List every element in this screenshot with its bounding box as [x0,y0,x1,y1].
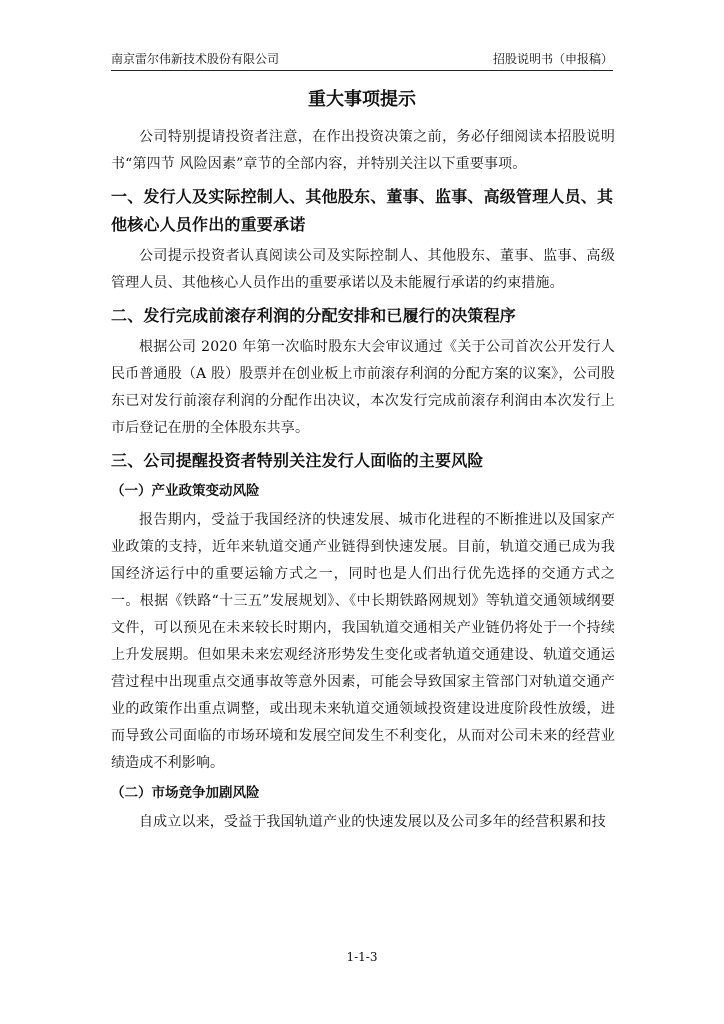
header-document-type: 招股说明书（申报稿） [492,52,613,66]
subsection-3-2-paragraph: 自成立以来，受益于我国轨道产业的快速发展以及公司多年的经营积累和技 [139,814,606,830]
section-3-heading: 三、公司提醒投资者特别关注发行人面临的主要风险 [111,451,484,470]
page-header [111,50,613,71]
subsection-3-2-heading: （二）市场竞争加剧风险 [111,785,260,801]
section-1-paragraph: 公司提示投资者认真阅读公司及实际控制人、其他股东、董事、监事、高级管理人员、其他核心人员作出的重要承诺以及未能履行承诺的约束措施。 [111,248,615,291]
section-2-paragraph: 根据公司 2020 年第一次临时股东大会审议通过《关于公司首次公开发行人民币普通股（A 股）股票并在创业板上市前滚存利润的分配方案的议案》，公司股东已对发行前滚存利润的分配作出决议，本次发行完成前滚存利润由本次发行上市后登记在册的全体股东共享。 [111,339,615,436]
subsection-3-1-paragraph: 报告期内，受益于我国经济的快速发展、城市化进程的不断推进以及国家产业政策的支持，近年来轨道交通产业链得到快速发展。目前，轨道交通已成为我国经济运行中的重要运输方式之一，同时也是人们出行优先选择的交通方式之一。根据《铁路“十三五”发展规划》、《中长期铁路网规划》等轨道交通领域纲要文件，可以预见在未来较长时期内，我国轨道交通相关产业链仍将处于一个持续上升发展期。但如果未来宏观经济形势发生变化或者轨道交通建设、轨道交通运营过程中出现重点交通事故等意外因素，可能会导致国家主管部门对轨道交通产业的政策作出重点调整，或出现未来轨道交通领域投资建设进度阶段性放缓，进而导致公司面临的市场环境和发展空间发生不利变化，从而对公司未来的经营业绩造成不利影响。 [111,512,615,771]
section-2-heading: 二、发行完成前滚存利润的分配安排和已履行的决策程序 [111,306,517,325]
page-number: 1-1-3 [346,950,378,964]
header-company-name: 南京雷尔伟新技术股份有限公司 [111,52,280,66]
section-1-heading: 一、发行人及实际控制人、其他股东、董事、监事、高级管理人员、其他核心人员作出的重要承诺 [111,187,614,234]
page-title: 重大事项提示 [308,89,416,110]
intro-paragraph: 公司特别提请投资者注意，在作出投资决策之前，务必仔细阅读本招股说明书“第四节 风险因素”章节的全部内容，并特别关注以下重要事项。 [111,129,615,172]
document-body [111,124,615,836]
subsection-3-1-heading: （一）产业政策变动风险 [111,483,260,499]
